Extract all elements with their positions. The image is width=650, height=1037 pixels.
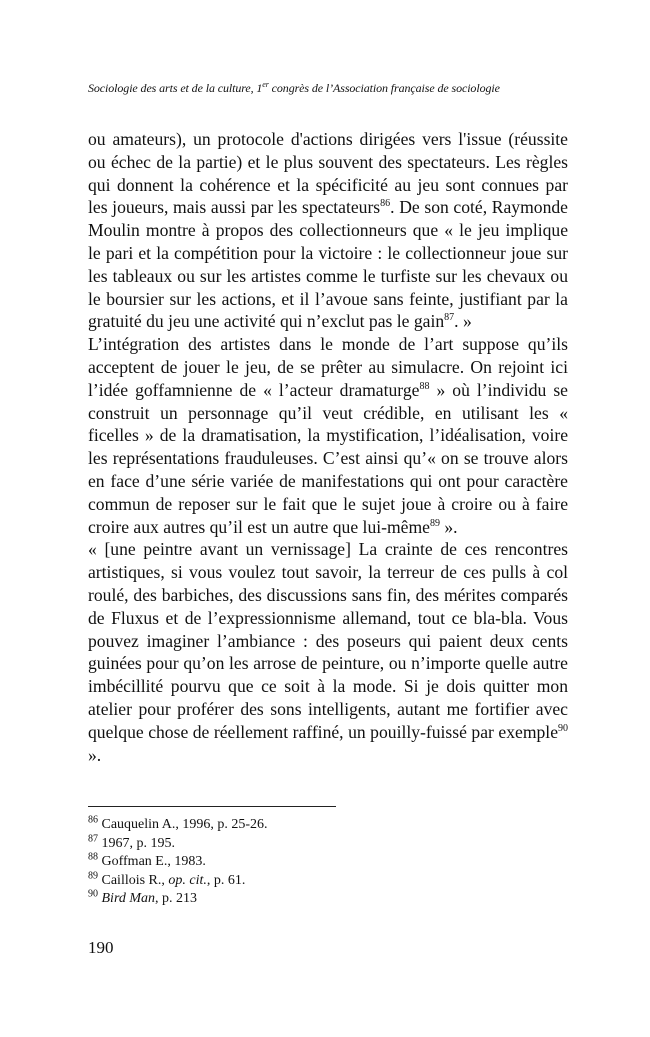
footnote-text: Caillois R., [98, 872, 169, 888]
footnote-89 [88, 869, 568, 891]
footnote-number: 86 [88, 814, 98, 826]
paragraph-1 [88, 128, 568, 333]
header-superscript: er [262, 80, 269, 89]
footnote-text: Goffman E., 1983. [98, 854, 206, 869]
footnote-text: , p. 213 [155, 891, 198, 906]
footnote-number: 87 [88, 832, 98, 844]
footnote-italic: op. cit. [168, 872, 207, 888]
footnote-ref-88[interactable]: 88 [419, 380, 430, 392]
footnote-86 [88, 816, 568, 835]
header-text: Sociologie des arts et de la culture, 1 [88, 81, 263, 95]
body-text [88, 128, 568, 766]
footnote-90 [88, 890, 568, 909]
footnotes [88, 816, 568, 909]
footnote-87 [88, 832, 568, 854]
footnote-text: 1967, p. 195. [98, 835, 175, 851]
footnote-88 [88, 853, 568, 872]
footnote-number: 89 [88, 869, 98, 881]
footnote-number: 88 [88, 851, 98, 863]
footnote-divider [88, 806, 336, 807]
footnote-italic: Bird Man [101, 891, 156, 906]
running-header [88, 80, 568, 96]
footnote-text: , p. 61. [206, 872, 246, 888]
header-text-continued: congrès de l’Association française de sociologie [268, 81, 500, 95]
paragraph-text: » où l’individu se construit un personnage qu’il veut crédible, en utilisant les « ficelles » de la dramatisation, la mystification, l’idéalisation, voire les représentations frauduleuses. C’est ainsi qu’« on se trouve alors en face d’une série variée de manifestations qui ont pour caractère commun de reposer sur le fait que le sujet joue à croire ou à faire croire aux autres qu’il est un autre que lui-même [88, 379, 568, 537]
paragraph-text: L’intégration des artistes dans le monde de l’art suppose qu’ils acceptent de jouer le jeu, de se prêter au simulacre. On rejoint ici l’idée goffamnienne de « l’acteur dramaturge [88, 334, 568, 400]
page-number: 190 [88, 938, 114, 957]
paragraph-text: ». [88, 744, 102, 765]
paragraph-text: . » [454, 311, 472, 332]
footnote-number: 90 [88, 888, 98, 900]
paragraph-text: ». [439, 516, 458, 537]
footnote-ref-90[interactable]: 90 [558, 722, 568, 734]
paragraph-3-quote [88, 538, 568, 766]
paragraph-text: . De son coté, Raymonde Moulin montre à propos des collectionneurs que « le jeu implique le pari et la compétition pour la victoire : le collectionneur joue sur les tableaux ou sur les artistes comme le turfiste sur les chevaux ou le boursier sur les actions, et il l’avoue sans feinte, justifiant par la gratuité du jeu une activité qui n’exclut pas le gain [88, 197, 568, 332]
paragraph-text: « [une peintre avant un vernissage] La crainte de ces rencontres artistiques, si vous voulez tout savoir, la terreur de ces pulls à col roulé, des barbiches, des discussions sans fin, des mérites comparés de Fluxus et de l’expressionnisme allemand, tout ce bla-bla. Vous pouvez imaginer l’ambiance : des poseurs qui paient deux cents guinées pour qu’on les arrose de peinture, ou n’importe quelle autre imbécillité pourvu que ce soit à la mode. Si je dois quitter mon atelier pour proférer des sons intelligents, autant me fortifier avec quelque chose de réellement raffiné, un pouilly-fuissé par exemple [88, 539, 568, 742]
footnote-ref-89[interactable]: 89 [429, 517, 440, 529]
paragraph-text: ou amateurs), un protocole d'actions dirigées vers l'issue (réussite ou échec de la partie) et le plus souvent des spectateurs. Les règles qui donnent la cohérence et la spécificité au jeu sont connues par les joueurs, mais aussi par les spectateurs [88, 129, 568, 218]
footnote-ref-87[interactable]: 87 [444, 312, 455, 324]
footnote-text: Cauquelin A., 1996, p. 25-26. [98, 817, 268, 832]
paragraph-2 [88, 333, 568, 538]
footnote-ref-86[interactable]: 86 [380, 198, 391, 210]
